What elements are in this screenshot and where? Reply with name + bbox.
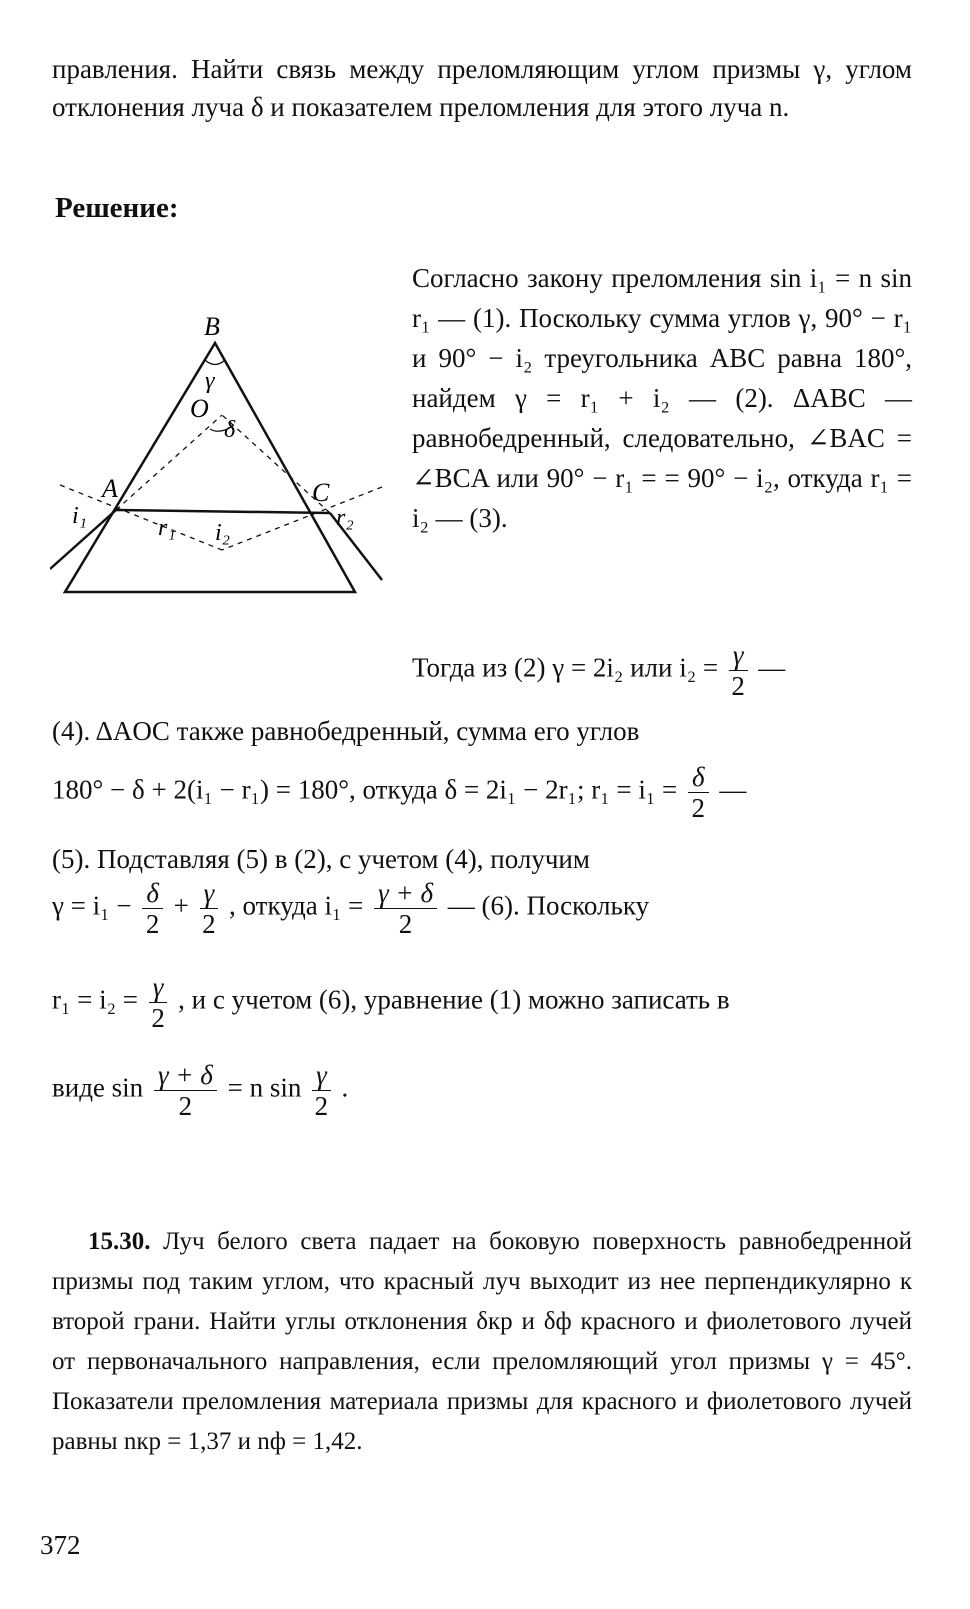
line-angle-sum: 180° − δ + 2(i₁ − r₁) = 180°, откуда δ = 2i₁ − 2r₁; r₁ = i₁ = $\frac{\delta}{2}$ — <box>52 762 747 823</box>
incident-extension <box>116 415 222 510</box>
gamma-arc <box>205 360 225 365</box>
paragraph-aoc: (4). ΔAOC также равнобедренный, сумма его углов <box>52 716 640 746</box>
prism-diagram <box>50 305 395 605</box>
line-then: Тогда из (2) γ = 2i₂ или i₂ = $\frac{\gamma}{2}$ — <box>412 640 786 701</box>
problem-number: 15.30. <box>88 1228 151 1255</box>
ray-inside <box>116 510 330 513</box>
intro-paragraph: правления. Найти связь между преломляющим углом призмы γ, углом отклонения луча δ и показателем преломления для этого луча n. <box>52 54 912 122</box>
line-gamma: γ = i₁ − $\frac{\delta}{2}$ + $\frac{\gamma}{2}$ , откуда i₁ = $\frac{\gamma + \delta}{2}$ — (6). Поскольку <box>52 878 650 939</box>
solution-right-column: Согласно закону преломления sin i₁ = n sin r₁ — (1). Поскольку сумма углов γ, 90° − r₁ и 90° − i₂ треугольника ABC равна 180°, найдем γ = r₁ + i₂ — (2). ΔABC — равнобедренный, следовательно, ∠BAC = ∠BCA или 90° − r₁ = = 90° − i₂, откуда r₁ = i₂ — (3). <box>412 263 912 533</box>
line-final-equation: виде sin $\frac{\gamma + \delta}{2}$ = n sin $\frac{\gamma}{2}$ . <box>52 1060 349 1121</box>
label-r1: r₁ <box>158 515 176 541</box>
paragraph-substitute: (5). Подставляя (5) в (2), с учетом (4), получим <box>52 844 590 874</box>
label-gamma: γ <box>205 368 215 394</box>
page-number: 372 <box>40 1530 81 1560</box>
problem-15-30 <box>52 1222 912 1462</box>
label-i2: i₂ <box>215 520 231 546</box>
label-r2: r₂ <box>336 505 354 531</box>
solution-heading: Решение: <box>55 192 179 224</box>
label-c: C <box>312 478 330 507</box>
label-i1: i₁ <box>72 503 88 529</box>
line-r1: r₁ = i₂ = $\frac{\gamma}{2}$ , и с учетом (6), уравнение (1) можно записать в <box>52 972 730 1033</box>
label-a: A <box>102 474 118 503</box>
label-o: O <box>190 394 209 423</box>
label-delta: δ <box>224 417 236 443</box>
label-b: B <box>204 312 220 341</box>
problem-text: Луч белого света падает на боковую поверхность равнобедренной призмы под таким углом, что красный луч выходит из нее перпендикулярно к второй грани. Найти углы отклонения δкр и δф красного и фиолетового лучей от первоначального направления, если преломляющий угол призмы γ = 45°. Показатели преломления материала призмы для красного и фиолетового лучей равны nкр = 1,37 и nф = 1,42. <box>52 1228 912 1455</box>
